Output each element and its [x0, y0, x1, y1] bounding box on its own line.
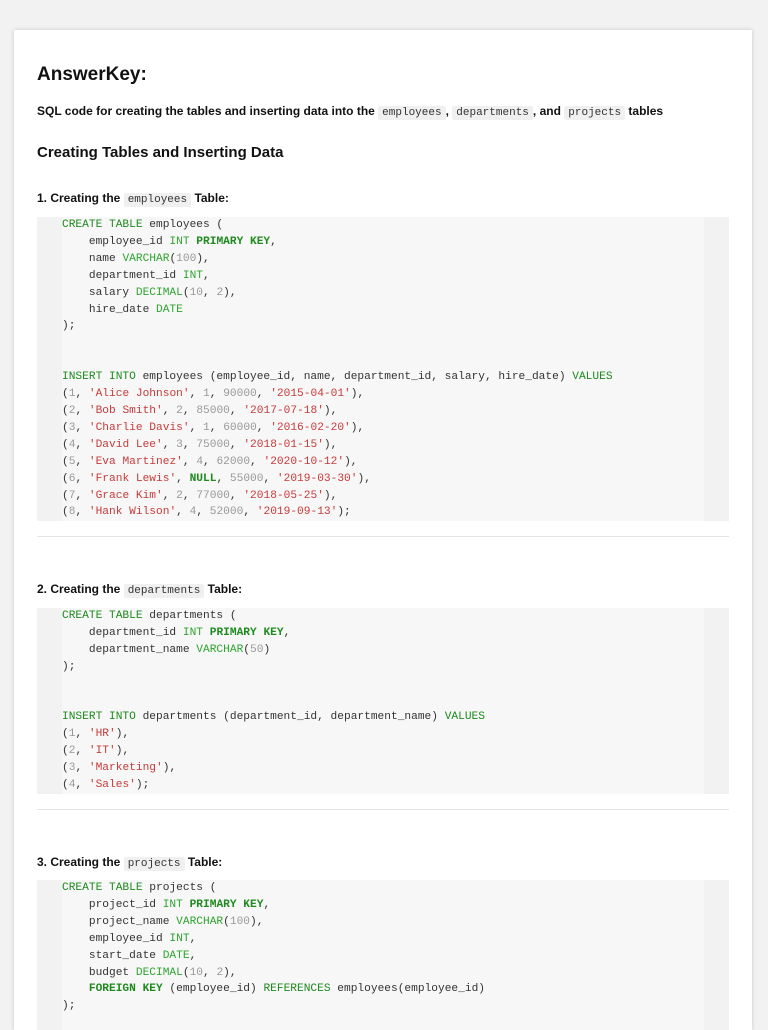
code-token: start_date: [62, 949, 163, 962]
code-token: ,: [162, 438, 177, 451]
code-line: [62, 610, 237, 622]
code-token: CREATE TABLE: [62, 882, 143, 894]
code-token: ,: [75, 489, 89, 502]
code-token: 100: [229, 915, 251, 928]
code-token: VARCHAR: [176, 915, 224, 928]
intro-suffix: tables: [625, 104, 664, 118]
code-token: ,: [75, 472, 89, 485]
intro-prefix: SQL code: [37, 104, 93, 118]
code-token: 3: [68, 421, 76, 434]
code-token: 6: [68, 472, 76, 485]
code-token: 4: [189, 506, 197, 519]
code-token: DATE: [156, 303, 183, 316]
code-token: ,: [75, 455, 89, 468]
code-token: 8: [68, 506, 76, 519]
code-line: [62, 1000, 75, 1012]
code-token: 90000: [223, 388, 257, 401]
code-token: project_id: [62, 898, 163, 911]
code-token: 4: [68, 438, 76, 451]
code-token: ,: [256, 421, 271, 434]
page-title: AnswerKey:: [37, 64, 147, 85]
code-gutter: [37, 608, 62, 794]
code-token: (: [243, 643, 250, 656]
code-token: (: [62, 404, 69, 417]
code-token: INT: [169, 235, 190, 248]
code-token: (: [182, 966, 190, 979]
code-token: 2: [176, 489, 183, 502]
code-token: ,: [189, 949, 197, 962]
code-token: [203, 627, 210, 639]
intro-sep2: , and: [532, 104, 561, 118]
code-token: INT: [182, 269, 204, 282]
code-token: (: [62, 762, 69, 775]
code-token: ,: [162, 489, 177, 502]
code-token: ,: [283, 626, 291, 639]
code-token: 85000: [196, 404, 230, 417]
code-token: ),: [162, 762, 177, 775]
code-token: ,: [75, 388, 89, 401]
code-token: ,: [263, 898, 271, 911]
code-token: ,: [229, 404, 244, 417]
code-scroll-gutter: [704, 880, 729, 1030]
code-token: ,: [182, 489, 197, 502]
code-token: ,: [162, 404, 177, 417]
code-token: employee_id: [62, 235, 170, 248]
code-token: ,: [209, 421, 224, 434]
code-token: 'David Lee': [88, 438, 163, 451]
code-line: [62, 728, 129, 740]
section-number: 1. Creating the: [37, 191, 124, 205]
code-token: 'Frank Lewis': [88, 472, 177, 485]
code-token: (: [62, 489, 69, 502]
code-line: [62, 422, 364, 434]
code-token: INT: [182, 626, 204, 639]
code-token: '2019-03-30': [276, 472, 358, 485]
code-token: (: [62, 728, 69, 741]
code-token: ,: [182, 455, 197, 468]
section-suffix: Table:: [204, 582, 243, 596]
code-line: [62, 661, 75, 673]
code-token: ),: [250, 915, 264, 928]
code-projects: [62, 880, 485, 1015]
code-token: name: [62, 252, 123, 265]
code-token: 50: [250, 643, 264, 656]
code-employees: [62, 217, 613, 521]
code-token: REFERENCES: [263, 983, 331, 996]
inline-code-table: departments: [124, 584, 205, 598]
code-token: 10: [189, 966, 204, 979]
code-token: 4: [196, 455, 204, 468]
intro-sep1: ,: [445, 104, 449, 118]
inline-code-employees: employees: [378, 106, 445, 120]
code-token: ,: [182, 438, 197, 451]
code-token: 10: [189, 286, 204, 299]
code-token: ,: [75, 421, 89, 434]
code-token: CREATE TABLE: [62, 219, 143, 231]
code-token: employees (employee_id, name, department_id, salary, hire_date): [135, 371, 573, 384]
code-token: 'Marketing': [88, 762, 163, 775]
code-token: salary: [62, 286, 136, 299]
document-page: [14, 30, 752, 1030]
code-scroll-gutter: [704, 608, 729, 794]
code-token: ,: [75, 438, 89, 451]
code-token: ,: [203, 966, 217, 979]
code-token: employee_id: [62, 932, 170, 945]
code-token: 3: [176, 438, 183, 451]
code-token: 52000: [209, 506, 244, 519]
code-token: 5: [68, 455, 76, 468]
code-token: ,: [176, 506, 190, 519]
code-token: ,: [75, 779, 89, 792]
code-line: [62, 270, 210, 282]
code-gutter: [37, 880, 62, 1030]
section-number: 2. Creating the: [37, 582, 124, 596]
code-token: VALUES: [444, 711, 485, 724]
code-token: 1: [68, 388, 76, 401]
code-token: department_id: [62, 626, 183, 639]
code-token: 77000: [196, 489, 230, 502]
code-token: ,: [75, 745, 89, 758]
code-block-employees: [37, 217, 729, 521]
code-token: (: [223, 915, 230, 928]
code-token: ),: [323, 489, 338, 502]
code-token: ,: [196, 506, 210, 519]
code-line: [62, 627, 290, 639]
section-suffix: Table:: [184, 855, 223, 869]
code-token: (: [169, 252, 177, 265]
code-token: PRIMARY KEY: [196, 235, 271, 248]
code-token: ),: [223, 966, 237, 979]
code-token: ,: [203, 455, 217, 468]
code-gutter: [37, 217, 62, 521]
code-line: [62, 219, 223, 231]
code-token: ,: [176, 472, 190, 485]
code-token: 'IT': [88, 745, 116, 758]
code-token: (: [62, 745, 69, 758]
code-token: ): [263, 643, 271, 656]
code-token: ,: [229, 489, 244, 502]
section-heading: Creating Tables and Inserting Data: [37, 144, 284, 161]
code-line: [62, 405, 337, 417]
code-scroll-gutter: [704, 217, 729, 521]
code-token: VARCHAR: [196, 643, 244, 656]
code-line: [62, 236, 277, 248]
code-token: 100: [176, 252, 197, 265]
code-token: ,: [203, 269, 210, 282]
code-line: [62, 253, 210, 265]
code-token: ),: [323, 438, 338, 451]
code-token: );: [135, 779, 150, 792]
intro-middle: for creating the tables and inserting data into the: [92, 104, 379, 118]
code-line: [62, 388, 364, 400]
code-block-departments: [37, 608, 729, 794]
inline-code-departments: departments: [452, 106, 533, 120]
code-token: 2: [68, 404, 76, 417]
code-token: '2016-02-20': [270, 421, 351, 434]
code-token: 'Alice Johnson': [88, 388, 190, 401]
code-token: 'Sales': [88, 779, 136, 792]
code-token: '2017-07-18': [243, 404, 324, 417]
code-line: [62, 371, 613, 383]
code-token: 1: [68, 728, 76, 741]
code-token: ),: [115, 745, 130, 758]
code-token: ),: [350, 388, 365, 401]
code-token: ,: [189, 932, 197, 945]
inline-code-table: employees: [124, 193, 191, 207]
code-token: ),: [223, 286, 237, 299]
section-title-employees: [37, 191, 229, 206]
section-number: 3. Creating the: [37, 855, 124, 869]
code-token: 2: [176, 404, 183, 417]
code-token: ,: [256, 388, 271, 401]
code-token: [62, 983, 89, 995]
code-line: [62, 490, 337, 502]
code-token: 'Charlie Davis': [88, 421, 190, 434]
code-token: PRIMARY KEY: [189, 898, 264, 911]
code-line: [62, 745, 129, 757]
code-token: CREATE TABLE: [62, 610, 143, 622]
code-token: INSERT INTO: [62, 711, 136, 724]
code-token: ,: [182, 404, 197, 417]
inline-code-projects: projects: [564, 106, 625, 120]
code-token: 'Hank Wilson': [88, 506, 177, 519]
code-token: employees(employee_id): [330, 983, 485, 996]
section-suffix: Table:: [191, 191, 229, 205]
code-line: [62, 287, 237, 299]
code-token: ,: [75, 728, 89, 741]
code-token: INT: [162, 898, 183, 911]
code-token: 55000: [229, 472, 264, 485]
code-line: [62, 456, 358, 468]
code-token: '2020-10-12': [263, 455, 345, 468]
code-token: project_name: [62, 915, 177, 928]
code-token: '2015-04-01': [270, 388, 351, 401]
code-token: ,: [270, 235, 277, 248]
code-token: (employee_id): [162, 983, 264, 996]
code-token: ,: [243, 506, 257, 519]
inline-code-table: projects: [124, 857, 185, 871]
code-line: [62, 762, 176, 774]
code-token: department_name: [62, 643, 197, 656]
code-token: );: [337, 506, 351, 519]
code-token: ,: [203, 286, 217, 299]
code-line: [62, 983, 485, 995]
code-line: [62, 916, 263, 928]
code-line: [62, 933, 196, 945]
code-token: 62000: [216, 455, 251, 468]
code-token: INSERT INTO: [62, 371, 136, 384]
code-line: [62, 506, 351, 518]
code-line: [62, 473, 371, 485]
code-token: 'Eva Martinez': [88, 455, 183, 468]
code-token: 'Bob Smith': [88, 404, 163, 417]
code-token: 2: [68, 745, 76, 758]
code-token: 1: [203, 388, 210, 401]
code-token: (: [62, 438, 69, 451]
code-token: FOREIGN KEY: [88, 983, 163, 996]
code-token: '2018-05-25': [243, 489, 324, 502]
code-token: ),: [196, 252, 210, 265]
code-token: );: [62, 320, 76, 333]
code-token: NULL: [189, 472, 217, 485]
code-token: PRIMARY KEY: [209, 626, 284, 639]
code-token: employees (: [142, 219, 224, 231]
code-token: (: [182, 286, 190, 299]
code-line: [62, 439, 337, 451]
code-token: departments (department_id, department_name): [135, 711, 445, 724]
code-token: DECIMAL: [135, 286, 183, 299]
code-token: );: [62, 660, 76, 673]
divider: [37, 536, 729, 537]
code-token: ),: [323, 404, 338, 417]
code-token: budget: [62, 966, 136, 979]
code-token: department_id: [62, 269, 183, 282]
code-token: (: [62, 506, 69, 519]
code-block-projects: [37, 880, 729, 1030]
code-line: [62, 950, 196, 962]
code-token: );: [62, 1000, 76, 1013]
code-token: (: [62, 455, 69, 468]
code-token: '2019-09-13': [256, 506, 338, 519]
code-token: departments (: [142, 610, 237, 622]
code-line: [62, 644, 270, 656]
code-token: 'Grace Kim': [88, 489, 163, 502]
code-line: [62, 899, 270, 911]
section-title-projects: [37, 855, 222, 870]
code-token: ),: [350, 421, 365, 434]
code-token: VARCHAR: [122, 252, 170, 265]
code-token: 1: [203, 421, 210, 434]
code-token: 4: [68, 779, 76, 792]
code-token: ,: [189, 388, 204, 401]
code-token: (: [62, 779, 69, 792]
code-line: [62, 320, 75, 332]
code-token: ,: [209, 388, 224, 401]
code-token: 'HR': [88, 728, 116, 741]
code-token: VALUES: [572, 371, 613, 384]
code-line: [62, 779, 149, 791]
code-token: ,: [216, 472, 230, 485]
code-departments: [62, 608, 485, 794]
intro-paragraph: [37, 104, 737, 119]
code-token: ,: [189, 421, 204, 434]
code-token: DATE: [162, 949, 190, 962]
code-token: ),: [344, 455, 358, 468]
code-token: ,: [250, 455, 264, 468]
code-token: projects (: [142, 882, 217, 894]
code-token: 60000: [223, 421, 257, 434]
code-line: [62, 967, 237, 979]
code-token: 3: [68, 762, 76, 775]
code-token: [183, 899, 190, 911]
code-token: (: [62, 472, 69, 485]
divider: [37, 809, 729, 810]
code-token: ,: [75, 762, 89, 775]
section-title-departments: [37, 582, 242, 597]
code-token: hire_date: [62, 303, 156, 316]
code-line: [62, 304, 183, 316]
code-token: 7: [68, 489, 76, 502]
code-token: '2018-01-15': [243, 438, 324, 451]
code-line: [62, 882, 216, 894]
code-token: (: [62, 421, 69, 434]
code-token: DECIMAL: [135, 966, 183, 979]
code-token: ,: [75, 404, 89, 417]
code-token: ,: [229, 438, 244, 451]
code-line: [62, 711, 485, 723]
code-token: 75000: [196, 438, 230, 451]
code-token: ,: [75, 506, 89, 519]
code-token: 2: [216, 286, 224, 299]
code-token: ),: [115, 728, 130, 741]
code-token: ,: [263, 472, 277, 485]
code-token: (: [62, 388, 69, 401]
code-token: ),: [357, 472, 371, 485]
code-token: INT: [169, 932, 190, 945]
code-token: 2: [216, 966, 224, 979]
